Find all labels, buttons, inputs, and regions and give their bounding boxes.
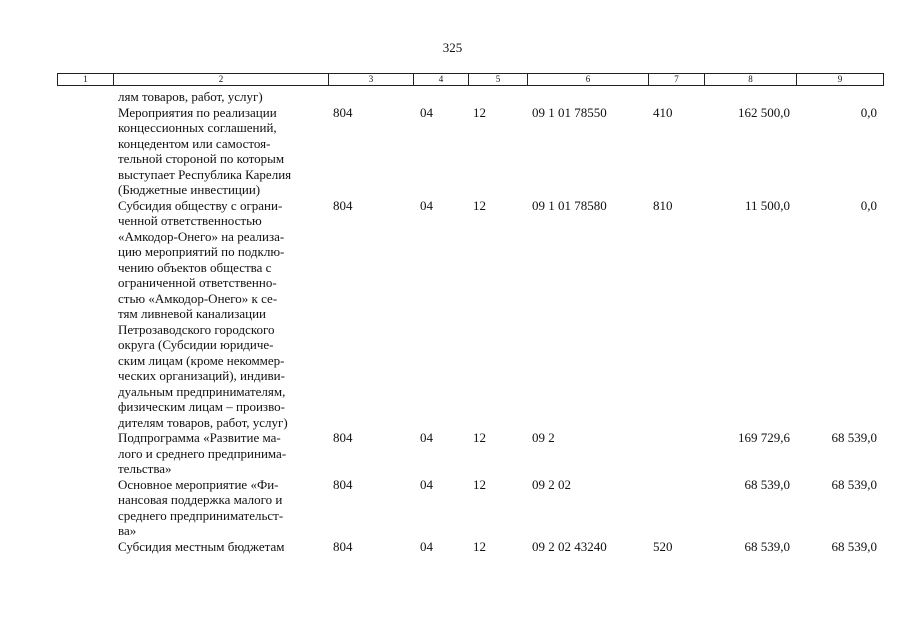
header-col-6: 6 [527, 74, 648, 85]
table-row [57, 539, 882, 555]
row-expense-type: 810 [653, 197, 673, 213]
row-section: 04 [420, 197, 433, 213]
table-row [57, 477, 882, 539]
row-section: 04 [420, 476, 433, 492]
row-code: 804 [333, 538, 353, 554]
row-expense-type: 520 [653, 538, 673, 554]
row-code: 804 [333, 476, 353, 492]
row-amount-1: 68 539,0 [744, 476, 790, 492]
row-code: 804 [333, 104, 353, 120]
row-amount-1: 169 729,6 [738, 430, 790, 445]
row-amount-1: 162 500,0 [738, 104, 790, 120]
row-subsection: 12 [473, 104, 486, 120]
row-target-article: 09 1 01 78580 [532, 197, 607, 213]
row-name: Подпрограмма «Развитие ма- лого и среднего предпринима- тельства» [118, 430, 287, 476]
table-body [57, 89, 882, 554]
page-number: 325 [442, 40, 463, 55]
row-expense-type: 410 [653, 104, 673, 120]
table-row [57, 89, 882, 105]
row-amount-1: 68 539,0 [744, 538, 790, 554]
header-col-9: 9 [796, 74, 883, 85]
row-name: Субсидия местным бюджетам [118, 538, 285, 554]
row-subsection: 12 [473, 197, 486, 213]
header-col-1: 1 [83, 74, 88, 84]
row-target-article: 09 2 02 43240 [532, 538, 607, 554]
table-header [57, 73, 884, 86]
row-amount-2: 0,0 [860, 197, 877, 213]
row-target-article: 09 2 02 [532, 476, 571, 492]
header-col-4: 4 [413, 74, 468, 85]
row-amount-2: 68 539,0 [831, 476, 877, 492]
row-code: 804 [333, 197, 353, 213]
header-col-8: 8 [704, 74, 796, 85]
row-target-article: 09 1 01 78550 [532, 104, 607, 120]
row-section: 04 [420, 104, 433, 120]
row-subsection: 12 [473, 476, 486, 492]
row-name: Субсидия обществу с ограни- ченной ответственностью «Амкодор-Онего» на реализа- цию мероприятий по подклю- чению объектов общества с ограниченной ответственно- стью «Амкодор-Онего» к се- тям ливневой канализации Петрозаводского городского округа (Субсидии юридиче- ским лицам (кроме некоммер- ческих организаций), индиви- дуальным предпринимателям, физическим лицам – произво- дителям товаров, работ, услуг) [118, 197, 288, 430]
header-col-2: 2 [113, 74, 328, 85]
row-subsection: 12 [473, 538, 486, 554]
table-row [57, 198, 882, 431]
row-section: 04 [420, 538, 433, 554]
header-col-3: 3 [328, 74, 413, 85]
header-col-7: 7 [648, 74, 704, 85]
table-row [57, 430, 882, 477]
row-section: 04 [420, 430, 433, 445]
row-subsection: 12 [473, 430, 486, 445]
row-amount-2: 68 539,0 [831, 538, 877, 554]
row-amount-2: 0,0 [860, 104, 877, 120]
row-amount-2: 68 539,0 [831, 430, 877, 445]
row-name: лям товаров, работ, услуг) [118, 89, 263, 104]
row-target-article: 09 2 [532, 430, 555, 445]
row-code: 804 [333, 430, 353, 445]
header-col-5: 5 [468, 74, 527, 85]
row-amount-1: 11 500,0 [744, 197, 790, 213]
row-name: Мероприятия по реализации концессионных соглашений, концедентом или самостоя- тельной стороной по которым выступает Республика Карелия (Бюджетные инвестиции) [118, 104, 292, 197]
table-row [57, 105, 882, 198]
row-name: Основное мероприятие «Фи- нансовая поддержка малого и среднего предпринимательст- ва» [118, 476, 284, 538]
